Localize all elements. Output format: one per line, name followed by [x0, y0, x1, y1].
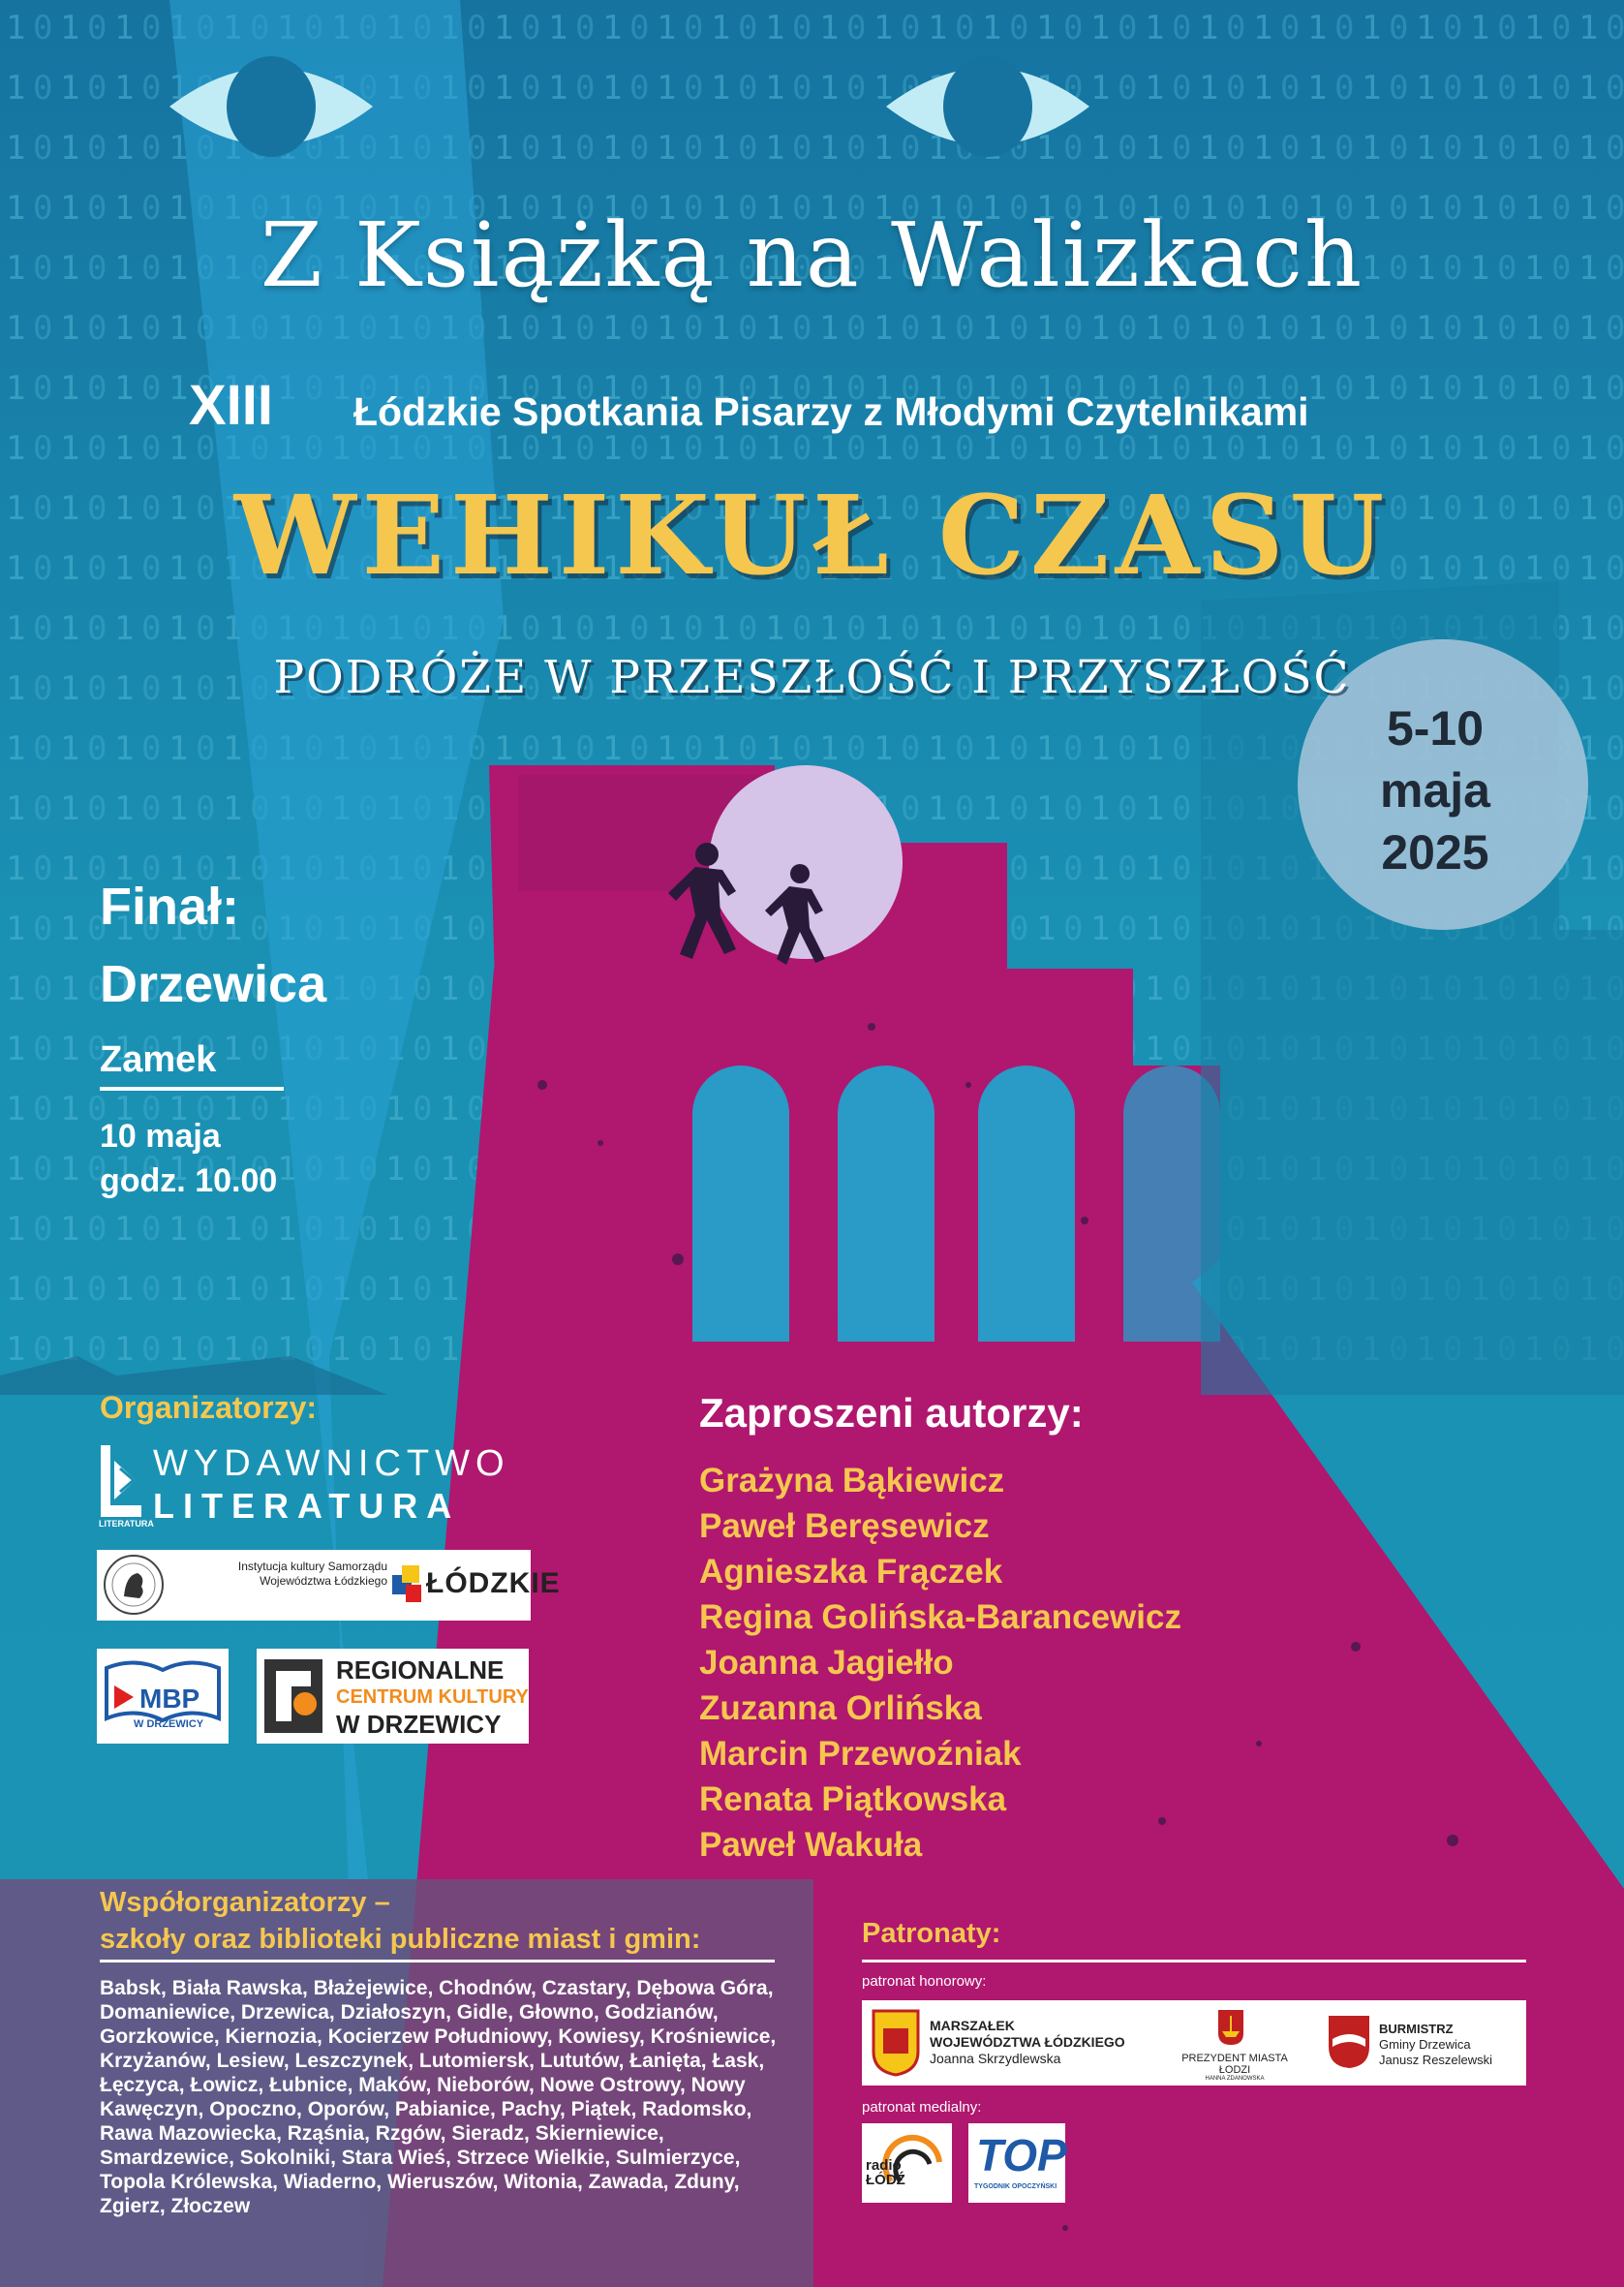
event-subtitle: Łódzkie Spotkania Pisarzy z Młodymi Czytelnikami: [353, 389, 1309, 434]
voivodeship-crest-icon: [872, 2009, 920, 2077]
finale-venue: Zamek: [100, 1039, 284, 1091]
mayor-line1: BURMISTRZ: [1379, 2022, 1454, 2036]
organizers-heading: Organizatorzy:: [100, 1390, 318, 1425]
author-item: Joanna Jagiełło: [699, 1644, 954, 1682]
patronage-heading: Patronaty:: [862, 1918, 1001, 1949]
media-patronage-label: patronat medialny:: [862, 2099, 982, 2116]
literatura-small: LITERATURA: [99, 1519, 154, 1529]
coorganizers-divider: [100, 1960, 775, 1962]
coorganizers-list: Babsk, Biała Rawska, Błażejewice, Chodnów, Czastary, Dębowa Góra, Domaniewice, Drzewica, Działoszyn, Gidle, Głowno, Godzianów, Gorzkowice, Kiernozia, Kocierzew Południowy, Kowiesy, Krośniewice, Krzyżanów, Lesiew, Leszczynek, Lutomiersk, Lututów, Łanięta, Łask, Łęczyca, Łowicz, Łubnice, Maków, Nieborów, Nowe Ostrowy, Nowy Kawęczyn, Opoczno, Oporów, Pabianice, Pachy, Piątek, Radomsko, Rawa Mazowiecka, Rząśnia, Rzgów, Sieradz, Skierniewice, Smardzewice, Sokolniki, Stara Wieś, Strzece Wielkie, Sulmierzyce, Topola Królewska, Wiaderno, Wieruszów, Witonia, Zawada, Zduny, Zgierz, Złoczew: [100, 1977, 777, 2217]
coorganizers-heading-line2: szkoły oraz biblioteki publiczne miast i gmin:: [100, 1924, 701, 1955]
institution-text: Instytucja kultury Samorządu Województwa Łódzkiego: [237, 1560, 387, 1588]
honorary-patronage-label: patronat honorowy:: [862, 1973, 987, 1990]
patronage-divider: [862, 1960, 1526, 1962]
rck-mark-icon: [262, 1657, 330, 1735]
mayor-line2: Gminy Drzewica: [1379, 2037, 1471, 2052]
rck-logo: [257, 1649, 529, 1744]
top-line1: TOP: [976, 2130, 1067, 2180]
rck-line1: REGIONALNE: [336, 1655, 505, 1684]
theme-subtitle: PODRÓŻE W PRZESZŁOŚĆ I PRZYSZŁOŚĆ: [273, 651, 1351, 704]
finale-datetime: [100, 1114, 277, 1203]
finale-time: godz. 10.00: [100, 1162, 278, 1199]
marshal-line3: Joanna Skrzydlewska: [930, 2051, 1061, 2066]
mayor-line3: Janusz Reszelewski: [1379, 2053, 1493, 2067]
lodzkie-text: ŁÓDZKIE: [426, 1567, 561, 1599]
coorganizers-heading: [100, 1884, 700, 1958]
marshal-line2: WOJEWÓDZTWA ŁÓDZKIEGO: [930, 2034, 1125, 2050]
coorganizers-heading-line1: Współorganizatorzy –: [100, 1887, 390, 1918]
author-item: Regina Golińska-Barancewicz: [699, 1598, 1181, 1636]
date-range: 5-10: [1386, 701, 1485, 756]
mbp-logo: [97, 1649, 229, 1744]
honorary-patrons-logos: [862, 2000, 1526, 2086]
top-logo: [968, 2123, 1065, 2203]
literatura-line1: WYDAWNICTWO: [153, 1443, 510, 1484]
author-item: Grażyna Bąkiewicz: [699, 1462, 1005, 1499]
radio-line1: radio: [866, 2157, 902, 2174]
author-item: Agnieszka Frączek: [699, 1553, 1003, 1591]
literatura-logo: [97, 1441, 533, 1529]
finale-place: Drzewica: [100, 955, 327, 1013]
author-item: Paweł Wakuła: [699, 1826, 923, 1864]
drzewica-crest-icon: [1327, 2014, 1371, 2070]
edition-number: XIII: [189, 374, 274, 437]
rck-line2: CENTRUM KULTURY: [336, 1686, 529, 1708]
lodzkie-mark-icon: [392, 1565, 423, 1604]
author-item: Renata Piątkowska: [699, 1780, 1007, 1818]
president-line1: PREZYDENT MIASTA ŁODZI: [1181, 2053, 1288, 2076]
radio-line2: ŁÓDŹ: [866, 2172, 905, 2188]
date-badge: [1319, 697, 1551, 883]
marshal-line1: MARSZAŁEK: [930, 2018, 1015, 2033]
event-title: Z Książką na Walizkach: [260, 203, 1364, 307]
authors-heading: Zaproszeni autorzy:: [699, 1390, 1084, 1436]
literatura-book-icon: [97, 1441, 145, 1529]
institution-logo: [97, 1550, 561, 1621]
president-line2: HANNA ZDANOWSKA: [1205, 2076, 1265, 2082]
date-month: maja: [1380, 763, 1490, 818]
finale-date: 10 maja: [100, 1118, 221, 1155]
library-seal-icon: [103, 1554, 165, 1616]
mbp-subtext: W DRZEWICY: [134, 1718, 204, 1730]
theme-title: WEHIKUŁ CZASU: [233, 473, 1391, 600]
author-item: Zuzanna Orlińska: [699, 1689, 982, 1727]
radio-lodz-logo: [862, 2123, 952, 2203]
top-line2: TYGODNIK OPOCZYŃSKI: [974, 2183, 1057, 2190]
author-item: Marcin Przewoźniak: [699, 1735, 1022, 1773]
authors-list: [699, 1458, 1181, 1868]
mbp-text: MBP: [139, 1684, 200, 1714]
author-item: Paweł Beręsewicz: [699, 1507, 990, 1545]
date-year: 2025: [1381, 825, 1489, 880]
finale-label: Finał:: [100, 878, 239, 936]
rck-line3: W DRZEWICY: [336, 1710, 502, 1739]
literatura-line2: LITERATURA: [153, 1486, 461, 1526]
lodz-boat-crest-icon: [1216, 2008, 1245, 2047]
